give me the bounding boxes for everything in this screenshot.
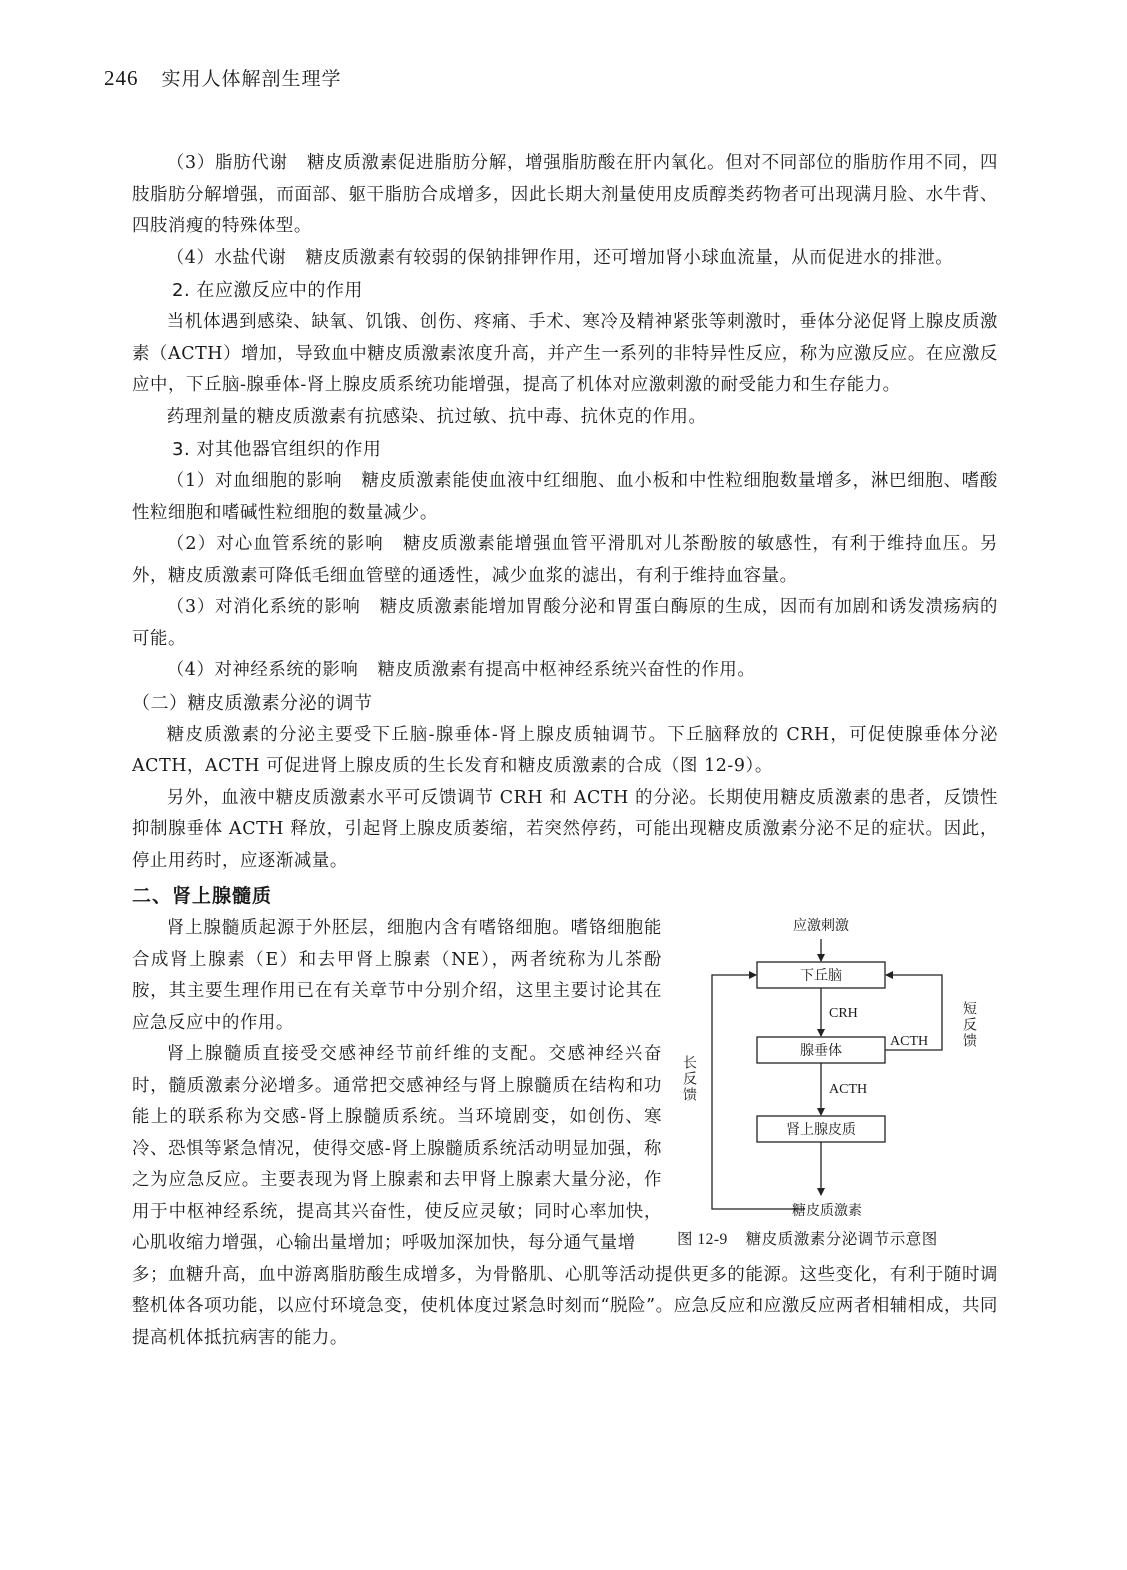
figure-caption (677, 1227, 1007, 1249)
paragraph-regulation-axis: 糖皮质激素的分泌主要受下丘脑-腺垂体-肾上腺皮质轴调节。下丘脑释放的 CRH，可促使腺垂体分泌 ACTH，ACTH 可促进肾上腺皮质的生长发育和糖皮质激素的合成（图 12-9）。 (132, 724, 998, 776)
paragraph-continued: 多；血糖升高，血中游离脂肪酸生成增多，为骨骼肌、心肌等活动提供更多的能源。这些变化，有利于随时调整机体各项功能，以应付环境急变，使机体度过紧急时刻而“脱险”。应急反应和应激反应两者相辅相成，共同提高机体抵抗病害的能力。 (132, 1264, 998, 1348)
figure-title: 糖皮质激素分泌调节示意图 (745, 1230, 938, 1248)
regulation-diagram (677, 913, 1007, 1223)
para-text: 糖皮质激素有较弱的保钠排钾作用，还可增加肾小球血流量，从而促进水的排泄。 (305, 247, 954, 268)
figure-12-9 (677, 913, 1007, 1251)
para-lead: （4）水盐代谢 (166, 247, 287, 268)
para-text: 糖皮质激素促进脂肪分解，增强脂肪酸在肝内氧化。但对不同部位的脂肪作用不同，四肢脂肪分解增强，而面部、躯干脂肪合成增多，因此长期大剂量使用皮质醇类药物者可出现满月脸、水牛背、四肢消瘦的特殊体型。 (132, 153, 998, 236)
para-text: 糖皮质激素能增强血管平滑肌对儿茶酚胺的敏感性，有利于维持血压。另外，糖皮质激素可降低毛细血管壁的通透性，减少血浆的滤出，有利于维持血容量。 (132, 534, 999, 586)
text-figure-wrap (132, 913, 998, 1260)
running-header (104, 64, 342, 91)
paragraph-blood-cells (132, 466, 998, 529)
long-feedback-line (712, 975, 805, 1209)
paragraph-sympathetic: 肾上腺髓质直接受交感神经节前纤维的支配。交感神经兴奋时，髓质激素分泌增多。通常把交感神经与肾上腺髓质在结构和功能上的联系称为交感-肾上腺髓质系统。当环境剧变，如创伤、寒冷、恐惧等紧急情况，使得交感-肾上腺髓质系统活动明显加强，称之为应急反应。主要表现为肾上腺素和去甲肾上腺素大量分泌，作用于中枢神经系统，提高其兴奋性，使反应灵敏；同时心率加快，心肌收缩力增强，心输出量增加；呼吸加深加快，每分通气量增 (132, 1044, 662, 1253)
figure-number: 图 12-9 (677, 1231, 728, 1248)
para-text: 糖皮质激素有提高中枢神经系统兴奋性的作用。 (377, 660, 756, 680)
heading-adrenal-medulla: 二、肾上腺髓质 (132, 885, 273, 907)
label-pituitary: 腺垂体 (800, 1043, 842, 1059)
paragraph-feedback: 另外，血液中糖皮质激素水平可反馈调节 CRH 和 ACTH 的分泌。长期使用糖皮质激素的患者，反馈性抑制腺垂体 ACTH 释放，引起肾上腺皮质萎缩，若突然停药，可能出现糖皮质激素分泌不足的症状。因此，停止用药时，应逐渐减量。 (132, 787, 998, 871)
label-hypothalamus: 下丘脑 (800, 968, 842, 984)
paragraph-medulla-origin: 肾上腺髓质起源于外胚层，细胞内含有嗜铬细胞。嗜铬细胞能合成肾上腺素（E）和去甲肾上腺素（NE），两者统称为儿茶酚胺，其主要生理作用已在有关章节中分别介绍，这里主要讨论其在应急反应中的作用。 (132, 918, 662, 1033)
book-title: 实用人体解剖生理学 (161, 68, 342, 90)
para-lead: （4）对神经系统的影响 (166, 660, 359, 680)
label-long-feedback: 长反馈 (681, 1055, 697, 1103)
para-lead: （3）脂肪代谢 (166, 153, 288, 173)
page-number: 246 (104, 66, 139, 90)
label-acth-main: ACTH (829, 1082, 868, 1097)
para-text: 糖皮质激素能使血液中红细胞、血小板和中性粒细胞数量增多，淋巴细胞、嗜酸性粒细胞和嗜碱性粒细胞的数量减少。 (132, 471, 998, 523)
label-acth-feedback: ACTH (890, 1034, 929, 1049)
paragraph-cardiovascular (132, 529, 998, 592)
para-lead: （1）对血细胞的影响 (166, 471, 343, 491)
heading-other-organs: 3. 对其他器官组织的作用 (172, 439, 382, 460)
label-glucocorticoid: 糖皮质激素 (792, 1203, 862, 1219)
label-stress: 应激刺激 (793, 918, 849, 934)
para-lead: （2）对心血管系统的影响 (166, 534, 384, 554)
heading-regulation: （二）糖皮质激素分泌的调节 (132, 692, 373, 714)
para-text: 糖皮质激素能增加胃酸分泌和胃蛋白酶原的生成，因而有加剧和诱发溃疡病的可能。 (132, 597, 998, 649)
label-crh: CRH (829, 1006, 858, 1021)
paragraph-stress: 当机体遇到感染、缺氧、饥饿、创伤、疼痛、手术、寒冷及精神紧张等刺激时，垂体分泌促肾上腺皮质激素（ACTH）增加，导致血中糖皮质激素浓度升高，并产生一系列的非特异性反应，称为应激反应。在应激反应中，下丘脑-腺垂体-肾上腺皮质系统功能增强，提高了机体对应激刺激的耐受能力和生存能力。 (132, 312, 998, 395)
paragraph-nervous (132, 655, 998, 687)
paragraph-water-salt (132, 243, 998, 275)
paragraph-fat-metabolism (132, 148, 998, 243)
paragraph-pharmacology: 药理剂量的糖皮质激素有抗感染、抗过敏、抗中毒、抗休克的作用。 (166, 406, 707, 427)
label-short-feedback: 短反馈 (961, 1001, 977, 1049)
para-lead: （3）对消化系统的影响 (166, 597, 361, 617)
label-adrenal-cortex: 肾上腺皮质 (786, 1122, 856, 1138)
body-text (132, 148, 998, 1354)
heading-stress: 2. 在应激反应中的作用 (172, 280, 363, 301)
paragraph-digestive (132, 592, 998, 655)
